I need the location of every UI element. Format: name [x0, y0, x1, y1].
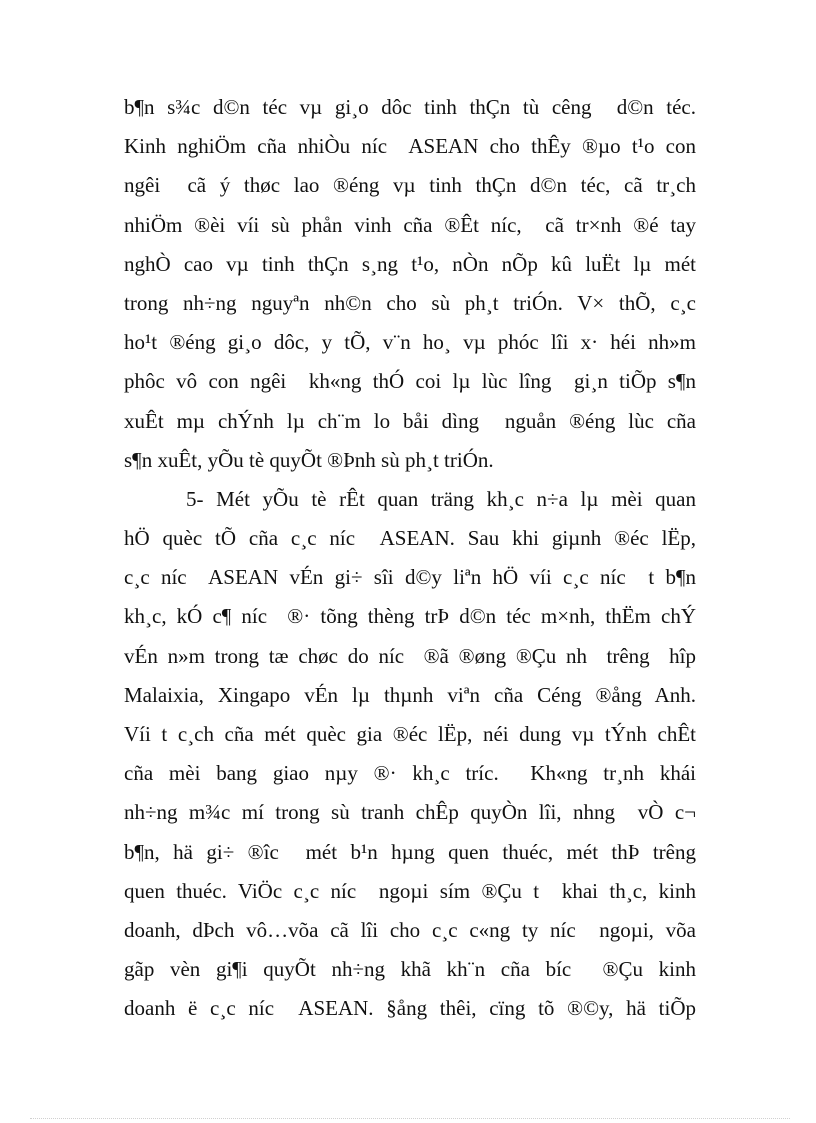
paragraph-1 — [124, 88, 696, 480]
text-line: kh¸c, kÓ c¶ níc ®· tõng thèng trÞ d©n téc m×nh, thËm chÝ — [124, 604, 696, 629]
text-line: phôc vô con ngêi kh«ng thÓ coi lµ lùc lîng gi¸n tiÕp s¶n — [124, 369, 696, 394]
text-line: Malaixia, Xingapo vÉn lµ thµnh viªn cña Céng ®ång Anh. — [124, 682, 696, 707]
text-line: xuÊt mµ chÝnh lµ ch¨m lo båi dìng nguån ®éng lùc cña — [124, 408, 696, 433]
paragraph-2 — [124, 480, 696, 1029]
text-line: hÖ quèc tÕ cña c¸c níc ASEAN. Sau khi giµnh ®éc lËp, — [124, 526, 696, 551]
text-line: doanh ë c¸c níc ASEAN. §ång thêi, cïng tõ ®©y, hä tiÕp — [124, 996, 696, 1021]
text-line: nh÷ng m¾c mí trong sù tranh chÊp quyÒn lîi, nhng vÒ c¬ — [124, 800, 696, 825]
text-line: Víi t c¸ch cña mét quèc gia ®éc lËp, néi dung vµ tÝnh chÊt — [124, 722, 696, 746]
text-line: nhiÖm ®èi víi sù phån vinh cña ®Êt níc, cã tr×nh ®é tay — [124, 212, 696, 237]
text-line: b¶n s¾c d©n téc vµ gi¸o dôc tinh thÇn tù cêng d©n téc. — [124, 95, 696, 119]
text-line: gãp vèn gi¶i quyÕt nh÷ng khã kh¨n cña bíc ®Çu kinh — [124, 957, 696, 982]
text-line: b¶n, hä gi÷ ®îc mét b¹n hµng quen thuéc, mét thÞ trêng — [124, 839, 696, 864]
body-text — [124, 88, 696, 1029]
text-line: cña mèi bang giao nµy ®· kh¸c tríc. Kh«ng tr¸nh khái — [124, 761, 696, 786]
text-line: vÉn n»m trong tæ chøc do níc ®ã ®øng ®Çu nh trêng hîp — [124, 643, 696, 668]
text-line: Kinh nghiÖm cña nhiÒu níc ASEAN cho thÊy ®µo t¹o con — [124, 134, 696, 159]
text-line: 5- Mét yÕu tè rÊt quan träng kh¸c n÷a lµ mèi quan — [186, 486, 696, 511]
text-line: c¸c níc ASEAN vÉn gi÷ sîi d©y liªn hÖ víi c¸c níc t b¶n — [124, 565, 696, 590]
text-line: s¶n xuÊt, yÕu tè quyÕt ®Þnh sù ph¸t triÓn. — [124, 447, 494, 472]
text-line: ho¹t ®éng gi¸o dôc, y tÕ, v¨n ho¸ vµ phóc lîi x· héi nh»m — [124, 330, 696, 355]
text-line: ngêi cã ý thøc lao ®éng vµ tinh thÇn d©n téc, cã tr¸ch — [124, 173, 696, 198]
page-footer-divider — [30, 1118, 790, 1119]
text-line: doanh, dÞch vô…võa cã lîi cho c¸c c«ng ty níc ngoµi, võa — [124, 917, 696, 942]
text-line: trong nh÷ng nguyªn nh©n cho sù ph¸t triÓn. V× thÕ, c¸c — [124, 290, 696, 315]
text-line: nghÒ cao vµ tinh thÇn s¸ng t¹o, nÒn nÕp kû luËt lµ mét — [124, 251, 696, 276]
text-line: quen thuéc. ViÖc c¸c níc ngoµi sím ®Çu t khai th¸c, kinh — [124, 878, 696, 903]
